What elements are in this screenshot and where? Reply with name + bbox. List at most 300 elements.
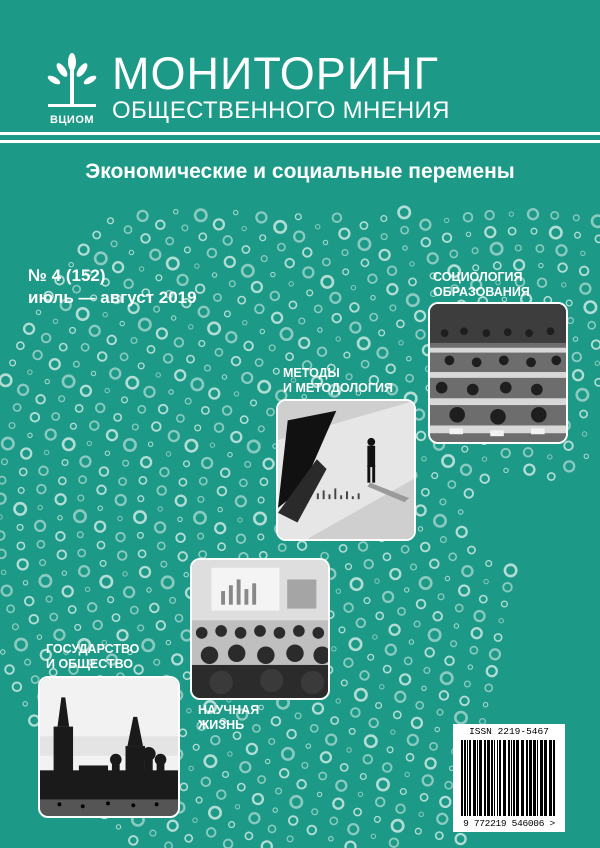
decor-dot: [218, 507, 222, 511]
decor-dot: [118, 551, 127, 560]
photo-methods: [276, 399, 416, 541]
decor-dot: [504, 468, 508, 472]
decor-dot: [40, 560, 46, 566]
decor-dot: [98, 352, 107, 361]
decor-dot: [131, 607, 138, 614]
decor-dot: [269, 739, 275, 745]
decor-dot: [470, 647, 477, 654]
decor-dot: [354, 808, 361, 815]
decor-dot: [272, 313, 282, 323]
decor-dot: [266, 759, 270, 763]
decor-dot: [580, 284, 590, 294]
decor-dot: [465, 489, 474, 498]
barcode-bar: [503, 740, 506, 816]
decor-dot: [423, 775, 433, 785]
decor-dot: [456, 604, 463, 611]
barcode-bar: [537, 740, 538, 816]
decor-dot: [217, 790, 226, 799]
decor-dot: [223, 236, 232, 245]
decor-dot: [515, 245, 521, 251]
decor-dot: [339, 229, 349, 239]
decor-dot: [323, 258, 330, 265]
decor-dot: [208, 323, 219, 334]
decor-dot: [380, 250, 390, 260]
decor-dot: [371, 296, 375, 300]
decor-dot: [110, 369, 120, 379]
decor-dot: [254, 513, 265, 524]
decor-dot: [360, 774, 366, 780]
decor-dot: [568, 318, 574, 324]
decor-dot: [199, 307, 209, 317]
decor-dot: [155, 522, 165, 532]
decor-dot: [37, 635, 41, 639]
decor-dot: [42, 334, 51, 343]
decor-dot: [38, 505, 42, 509]
decor-dot: [164, 354, 173, 363]
decor-dot: [194, 512, 205, 523]
decor-dot: [550, 227, 561, 238]
decor-dot: [361, 259, 368, 266]
decor-dot: [0, 477, 6, 484]
decor-dot: [175, 615, 182, 622]
decor-dot: [138, 533, 144, 539]
decor-dot: [180, 783, 187, 790]
decor-dot: [595, 379, 600, 386]
section-label-state: ГОСУДАРСТВО И ОБЩЕСТВО: [46, 642, 140, 671]
decor-dot: [77, 532, 83, 538]
decor-dot: [399, 341, 403, 345]
decor-dot: [417, 432, 426, 441]
decor-dot: [255, 305, 264, 314]
decor-dot: [184, 461, 190, 467]
decor-dot: [112, 614, 119, 621]
photo-kremlin: [38, 676, 180, 818]
decor-dot: [87, 441, 91, 445]
decor-dot: [161, 561, 167, 567]
decor-dot: [182, 225, 188, 231]
decor-dot: [348, 824, 358, 834]
decor-dot: [157, 621, 166, 630]
decor-dot: [193, 744, 199, 750]
decor-dot: [573, 215, 579, 221]
decor-dot: [524, 448, 533, 457]
barcode-bar: [544, 740, 547, 816]
decor-dot: [172, 316, 176, 320]
decor-dot: [392, 820, 403, 831]
decor-dot: [302, 763, 308, 769]
decor-dot: [33, 351, 42, 360]
decor-dot: [297, 780, 306, 789]
decor-dot: [157, 486, 166, 495]
decor-dot: [18, 488, 24, 494]
decor-dot: [503, 583, 512, 592]
decor-dot: [528, 209, 538, 219]
barcode-bar: [491, 740, 493, 816]
decor-dot: [100, 467, 109, 476]
decor-dot: [391, 730, 395, 734]
decor-dot: [18, 385, 28, 395]
decor-dot: [466, 232, 470, 236]
decor-dot: [58, 550, 67, 559]
decor-dot: [37, 541, 44, 548]
decor-dot: [105, 451, 109, 455]
barcode-bar: [494, 740, 495, 816]
decor-dot: [121, 353, 128, 360]
decor-dot: [81, 386, 91, 396]
decor-dot: [205, 365, 211, 371]
decor-dot: [152, 422, 161, 431]
decor-dot: [364, 560, 373, 569]
decor-dot: [400, 789, 406, 795]
decor-dot: [289, 301, 296, 308]
decor-dot: [383, 763, 392, 772]
decor-dot: [116, 825, 120, 829]
decor-dot: [15, 503, 26, 514]
decor-dot: [5, 665, 14, 674]
decor-dot: [440, 499, 446, 505]
decor-dot: [139, 550, 146, 557]
decor-dot: [31, 413, 40, 422]
decor-dot: [138, 211, 148, 221]
decor-dot: [432, 473, 438, 479]
decor-dot: [259, 381, 270, 392]
decor-dot: [228, 752, 232, 756]
decor-dot: [287, 836, 293, 842]
decor-dot: [551, 212, 558, 219]
decor-dot: [25, 597, 34, 606]
decor-dot: [233, 732, 240, 739]
decor-dot: [514, 260, 524, 270]
barcode-bar: [526, 740, 528, 816]
decor-dot: [387, 747, 393, 753]
decor-dot: [79, 245, 89, 255]
decor-dot: [1, 650, 5, 654]
decor-dot: [592, 340, 600, 349]
section-label-methods: МЕТОДЫ И МЕТОДОЛОГИЯ: [283, 366, 393, 395]
decor-dot: [45, 379, 49, 383]
barcode-bar: [516, 740, 519, 816]
decor-dot: [196, 284, 205, 293]
masthead-rule-top: [0, 132, 600, 135]
decor-dot: [260, 329, 264, 333]
decor-dot: [375, 579, 379, 583]
decor-dot: [402, 546, 409, 553]
decor-dot: [93, 231, 100, 238]
decor-dot: [13, 624, 19, 630]
decor-dot: [103, 313, 107, 317]
decor-dot: [272, 717, 281, 726]
decor-dot: [249, 813, 259, 823]
decor-dot: [592, 216, 600, 227]
decor-dot: [170, 598, 176, 604]
decor-dot: [287, 730, 296, 739]
decor-dot: [215, 349, 222, 356]
decor-dot: [195, 210, 206, 221]
decor-dot: [80, 457, 90, 467]
decor-dot: [422, 489, 429, 496]
decor-dot: [209, 807, 220, 818]
decor-dot: [58, 516, 62, 520]
decor-dot: [416, 330, 425, 339]
decor-dot: [306, 744, 310, 748]
decor-dot: [7, 605, 14, 612]
decor-dot: [312, 809, 318, 815]
decor-dot: [202, 458, 212, 468]
decor-dot: [566, 300, 572, 306]
decor-dot: [311, 725, 318, 732]
decor-dot: [581, 251, 585, 255]
decor-dot: [199, 341, 205, 347]
decor-dot: [154, 659, 160, 665]
decor-dot: [475, 611, 485, 621]
decor-dot: [285, 259, 294, 268]
photo-students-exam: [428, 302, 568, 444]
decor-dot: [538, 278, 547, 287]
decor-dot: [351, 578, 362, 589]
decor-dot: [156, 373, 160, 377]
decor-dot: [585, 302, 596, 313]
decor-dot: [185, 835, 192, 842]
decor-dot: [455, 712, 466, 723]
photo-conference: [190, 558, 330, 700]
barcode-bar: [467, 740, 468, 816]
decor-dot: [449, 553, 456, 560]
decor-dot: [10, 360, 16, 366]
decor-dot: [82, 344, 89, 351]
decor-dot: [331, 717, 338, 724]
decor-dot: [202, 407, 209, 414]
vciom-logo: [40, 52, 104, 130]
decor-dot: [52, 413, 59, 420]
decor-dot: [428, 253, 438, 263]
decor-dot: [364, 598, 370, 604]
barcode-block: [453, 724, 565, 832]
decor-dot: [205, 756, 216, 767]
decor-dot: [405, 588, 409, 592]
decor-dot: [330, 293, 340, 303]
decor-dot: [468, 665, 472, 669]
decor-dot: [380, 685, 384, 689]
decor-dot: [228, 453, 232, 457]
decor-dot: [162, 577, 173, 588]
decor-dot: [316, 225, 320, 229]
decor-dot: [377, 779, 388, 790]
decor-dot: [343, 269, 349, 275]
decor-dot: [321, 752, 331, 762]
decor-dot: [595, 361, 599, 365]
decor-dot: [200, 478, 207, 485]
decor-dot: [131, 338, 137, 344]
decor-dot: [165, 842, 172, 848]
decor-dot: [54, 630, 64, 640]
decor-dot: [264, 459, 274, 469]
decor-dot: [278, 244, 285, 251]
decor-dot: [440, 797, 450, 807]
decor-dot: [491, 243, 502, 254]
decor-dot: [212, 273, 216, 277]
decor-dot: [62, 460, 68, 466]
barcode-bar: [521, 740, 524, 816]
decor-dot: [256, 212, 266, 222]
decor-dot: [118, 630, 128, 640]
decor-dot: [129, 836, 138, 845]
decor-dot: [226, 332, 236, 342]
decor-dot: [247, 744, 257, 754]
journal-tagline: Экономические и социальные перемены: [85, 160, 515, 183]
decor-dot: [387, 284, 397, 294]
decor-dot: [59, 396, 65, 402]
decor-dot: [74, 361, 80, 367]
decor-dot: [421, 543, 430, 552]
decor-dot: [160, 468, 169, 477]
decor-dot: [236, 496, 246, 506]
decor-dot: [169, 390, 173, 394]
decor-dot: [436, 832, 443, 839]
decor-dot: [405, 772, 409, 776]
decor-dot: [548, 455, 552, 459]
decor-dot: [241, 416, 248, 423]
decor-dot: [172, 654, 182, 664]
decor-dot: [422, 238, 431, 247]
decor-dot: [187, 709, 191, 713]
decor-dot: [175, 338, 184, 347]
decor-dot: [429, 629, 440, 640]
masthead-rule-bottom: [0, 140, 600, 143]
decor-dot: [234, 392, 238, 396]
decor-dot: [18, 559, 28, 569]
decor-dot: [202, 778, 211, 787]
decor-dot: [344, 603, 353, 612]
decor-dot: [107, 336, 116, 345]
decor-dot: [376, 612, 383, 619]
decor-dot: [295, 713, 301, 719]
decor-dot: [166, 640, 170, 644]
decor-dot: [40, 575, 51, 586]
decor-dot: [411, 564, 417, 570]
decor-dot: [189, 766, 193, 770]
decor-dot: [199, 233, 206, 240]
decor-dot: [430, 743, 437, 750]
decor-dot: [399, 207, 410, 218]
decor-dot: [193, 818, 197, 822]
decor-dot: [93, 621, 102, 630]
decor-dot: [381, 234, 387, 240]
decor-dot: [70, 328, 76, 334]
decor-dot: [395, 692, 405, 702]
decor-dot: [440, 691, 449, 700]
decor-dot: [487, 666, 497, 676]
decor-dot: [108, 218, 114, 224]
decor-dot: [410, 262, 414, 266]
decor-dot: [141, 457, 151, 467]
decor-dot: [289, 816, 298, 825]
decor-dot: [294, 232, 304, 242]
decor-dot: [223, 772, 229, 778]
decor-dot: [416, 702, 423, 709]
decor-dot: [582, 432, 586, 436]
decor-dot: [417, 600, 426, 609]
decor-dot: [39, 467, 48, 476]
decor-dot: [280, 769, 289, 778]
decor-dot: [375, 817, 381, 823]
decor-dot: [483, 703, 487, 707]
decor-dot: [317, 792, 321, 796]
decor-dot: [168, 821, 178, 831]
decor-dot: [196, 797, 202, 803]
decor-dot: [56, 494, 66, 504]
decor-dot: [341, 680, 347, 686]
decor-dot: [166, 237, 173, 244]
decor-dot: [390, 838, 399, 847]
decor-dot: [44, 450, 48, 454]
barcode-bar: [477, 740, 478, 816]
decor-dot: [336, 337, 340, 341]
decor-dot: [119, 478, 126, 485]
decor-dot: [207, 828, 216, 837]
decor-dot: [62, 571, 66, 575]
decor-dot: [138, 363, 144, 369]
decor-dot: [177, 415, 184, 422]
decor-dot: [98, 506, 102, 510]
decor-dot: [539, 263, 543, 267]
issue-period: июль — август 2019: [28, 288, 197, 307]
decor-dot: [140, 567, 150, 577]
decor-dot: [138, 496, 144, 502]
decor-dot: [96, 404, 105, 413]
decor-dot: [101, 576, 112, 587]
barcode-bar: [499, 740, 501, 816]
decor-dot: [240, 479, 247, 486]
decor-dot: [421, 794, 428, 801]
decor-dot: [187, 356, 194, 363]
decor-dot: [185, 247, 191, 253]
decor-dot: [271, 292, 280, 301]
decor-dot: [46, 430, 56, 440]
decor-dot: [326, 735, 336, 745]
decor-dot: [158, 507, 162, 511]
decor-dot: [342, 250, 348, 256]
barcode-bar: [464, 740, 466, 816]
decor-dot: [0, 550, 6, 559]
decor-dot: [368, 274, 377, 283]
decor-dot: [291, 796, 302, 807]
decor-dot: [85, 587, 89, 591]
decor-dot: [588, 322, 595, 329]
decor-dot: [100, 561, 106, 567]
decor-dot: [451, 641, 457, 647]
barcode-bar: [479, 740, 482, 816]
decor-dot: [50, 359, 60, 369]
decor-dot: [384, 666, 391, 673]
decor-dot: [303, 248, 312, 257]
decor-dot: [118, 516, 122, 520]
decor-dot: [35, 521, 45, 531]
decor-dot: [494, 262, 501, 269]
decor-dot: [438, 594, 444, 600]
decor-dot: [501, 449, 510, 458]
decor-dot: [258, 534, 264, 540]
decor-dot: [573, 370, 583, 380]
decor-dot: [77, 308, 88, 319]
decor-dot: [347, 748, 351, 752]
decor-dot: [20, 468, 27, 475]
decor-dot: [580, 410, 587, 417]
decor-dot: [242, 265, 253, 276]
decor-dot: [383, 592, 393, 602]
decor-dot: [71, 423, 77, 429]
decor-dot: [299, 318, 305, 324]
barcode-bar: [497, 740, 498, 816]
